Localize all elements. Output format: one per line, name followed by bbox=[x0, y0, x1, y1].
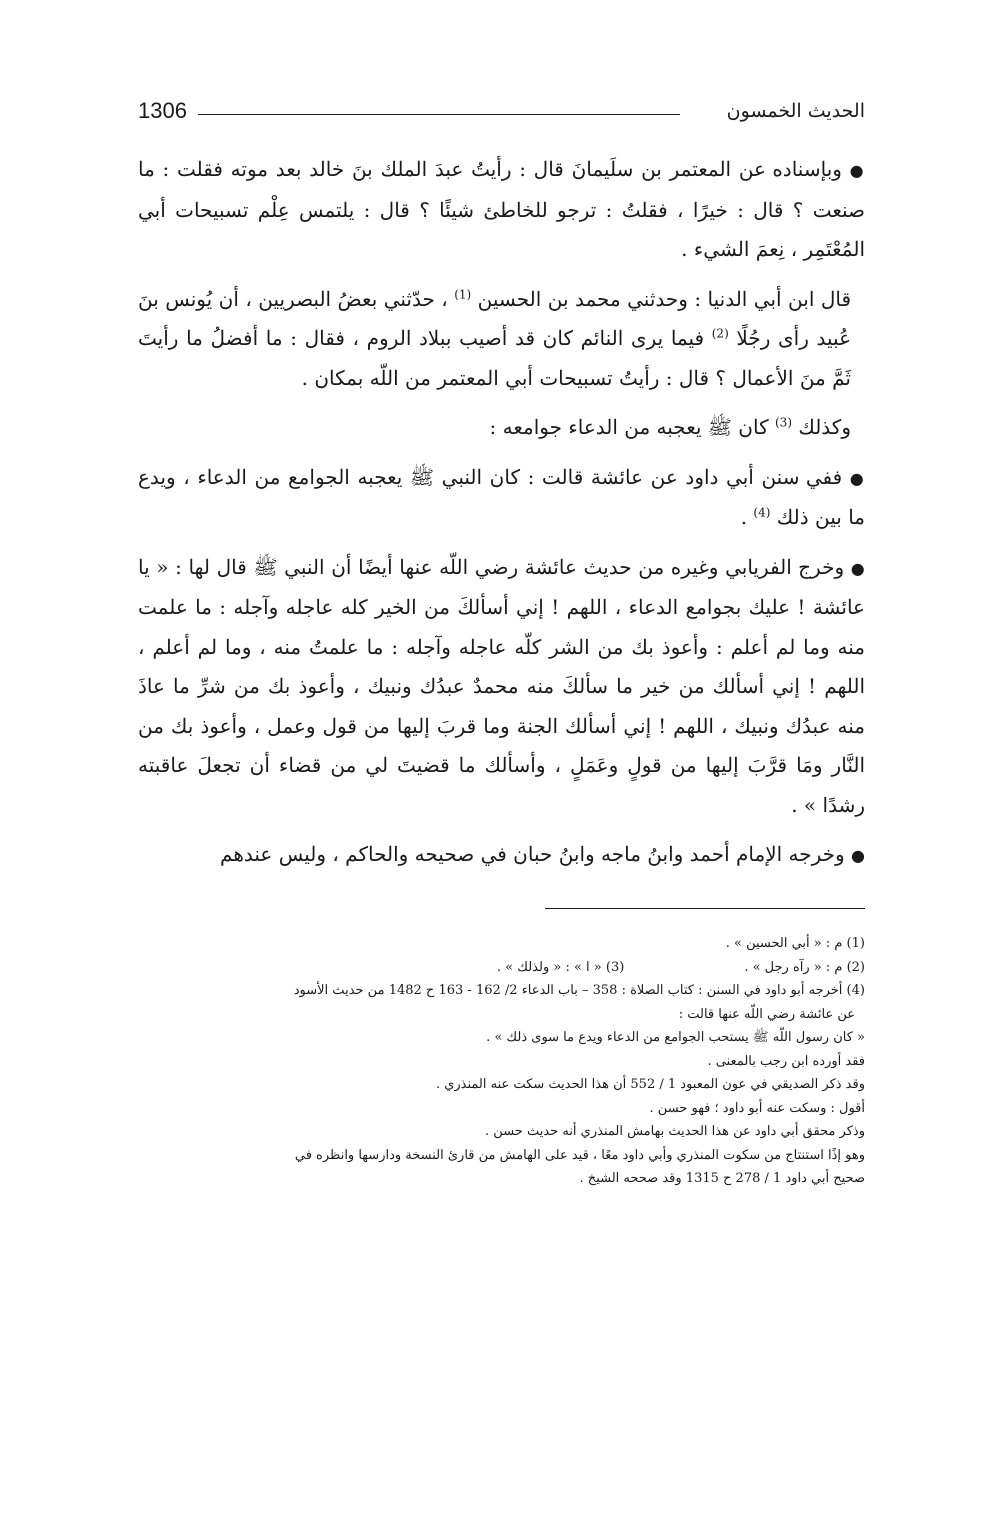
footnote-separator bbox=[545, 908, 865, 909]
paragraph-5-text: وخرج الفريابي وغيره من حديث عائشة رضي اللّه عنها أيضًا أن النبي ﷺ قال لها : « يا عائشة ! عليك بجوامع الدعاء ، اللهم ! إني أسألكَ من الخير كله عاجله وآجله : ما علمت منه وما لم أعلم : وأعوذ بك من الشر كلّه عاجله وآجله : ما علمتُ منه ، وما لم أعلم ، اللهم ! إني أسألك من خير ما سألكَ منه محمدٌ عبدُك ونبيك ، وأعوذ بك من شرِّ ما عاذَ منه عبدُك ونبيك ، اللهم ! إني أسألك الجنة وما قربَ إليها من قول وعمل ، وأعوذ بك من النَّار ومَا قرَّبَ إليها من قولٍ وعَمَلٍ ، وأسألك ما قضيتَ لي من قضاء أن تجعلَ عاقبته رشدًا » . bbox=[138, 554, 866, 817]
footnote-ref-2: (2) bbox=[711, 326, 729, 341]
bullet-icon: ● bbox=[849, 468, 865, 488]
paragraph-2-text-b: ، حدّثني بعضُ البصريين ، أن يُونس بنَ عُبيد رأى رجُلًا bbox=[138, 286, 852, 350]
paragraph-1-text: وبإسناده عن المعتمر بن سلَيمانَ قال : رأيتُ عبدَ الملك بنَ خالد بعد موته فقلت : ما صنعت ؟ قال : خيرًا ، فقلتُ : ترجو للخاطئ شيئًا ؟ قال : يلتمس عِلْم تسبيحات أبي المُعْتَمِر ، نِعمَ الشيء . bbox=[138, 157, 865, 261]
footnote-4-line-6: أقول : وسكت عنه أبو داود ؛ فهو حسن . bbox=[649, 1100, 865, 1116]
footnote-row-2-3 bbox=[138, 956, 865, 980]
footnote-4-line-5: وقد ذكر الصديقي في عون المعبود 1 / 552 أن هذا الحديث سكت عنه المنذري . bbox=[435, 1077, 865, 1092]
footnote-ref-1: (1) bbox=[454, 286, 472, 301]
paragraph-1 bbox=[138, 150, 865, 270]
paragraph-6-text: وخرجه الإمام أحمد وابنُ ماجه وابنُ حبان في صحيحه والحاكم ، وليس عندهم bbox=[220, 842, 845, 866]
paragraph-3 bbox=[138, 408, 865, 448]
paragraph-5 bbox=[138, 548, 865, 826]
paragraph-6 bbox=[138, 835, 865, 876]
running-title: الحديث الخمسون bbox=[726, 100, 865, 122]
paragraph-4 bbox=[138, 458, 865, 538]
bullet-icon: ● bbox=[849, 161, 865, 180]
footnote-4-line-1: (4) أخرجه أبو داود في السنن : كتاب الصلاة : 358 – باب الدعاء 2/ 162 - 163 ح 1482 من حديث الأسود bbox=[293, 983, 865, 998]
footnote-4-line-4: فقد أورده ابن رجب بالمعنى . bbox=[707, 1053, 865, 1069]
footnote-2: (2) م : « رآه رجل » . bbox=[744, 959, 865, 975]
paragraph-2 bbox=[138, 280, 865, 399]
footnote-4-line-2: عن عائشة رضي اللّه عنها قالت : bbox=[678, 1006, 855, 1022]
footnotes bbox=[138, 932, 865, 1191]
paragraph-3-text-b: كان ﷺ يعجبه من الدعاء جوامعه : bbox=[489, 415, 769, 439]
paragraph-2-text-c: فيما يرى النائم كان قد أصيب ببلاد الروم ، فقال : ما أفضلُ ما رأيتَ ثَمَّ منَ الأعمال ؟ قال : رأيتُ تسبيحات أبي المعتمر من اللّه بمكان . bbox=[138, 326, 851, 390]
footnote-4-line-8: وهو إذًا استنتاج من سكوت المنذري وأبي داود معًا ، قيد على الهامش من قارئ النسخة ودارسها وانظره في bbox=[294, 1147, 865, 1163]
header-rule bbox=[198, 114, 680, 115]
bullet-icon: ● bbox=[850, 558, 865, 578]
footnote-ref-3: (3) bbox=[774, 415, 792, 430]
paragraph-3-text-a: وكذلك bbox=[798, 415, 851, 439]
footnote-ref-4: (4) bbox=[753, 505, 771, 520]
footnote-4-line-7: وذكر محقق أبي داود عن هذا الحديث بهامش المنذري أنه حديث حسن . bbox=[485, 1124, 865, 1139]
footnote-1: (1) م : « أبي الحسين » . bbox=[725, 936, 865, 951]
paragraph-4-text-a: ففي سنن أبي داود عن عائشة قالت : كان النبي ﷺ يعجبه الجوامع من الدعاء ، ويدع ما بين ذلك bbox=[138, 464, 865, 529]
footnote-3: (3) « ا » : « ولذلك » . bbox=[496, 959, 625, 975]
paragraph-4-text-b: . bbox=[740, 505, 748, 529]
footnote-4-line-3: « كان رسول اللّه ﷺ يستحب الجوامع من الدعاء ويدع ما سوى ذلك » . bbox=[486, 1030, 865, 1045]
bullet-icon: ● bbox=[851, 846, 865, 865]
main-text bbox=[138, 150, 865, 886]
page-number: 1306 bbox=[138, 98, 187, 123]
page-header bbox=[138, 96, 865, 132]
paragraph-2-text-a: قال ابن أبي الدنيا : وحدثني محمد بن الحسين bbox=[477, 286, 852, 311]
footnote-4-line-9: صحيح أبي داود 1 / 278 ح 1315 وقد صححه الشيخ . bbox=[579, 1171, 865, 1186]
